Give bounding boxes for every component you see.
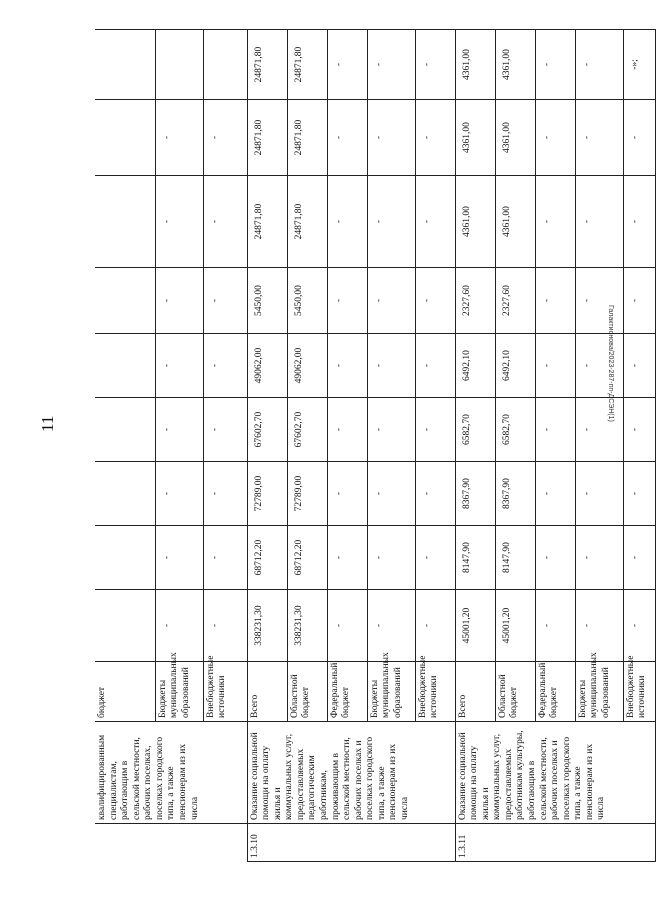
amount-cell: 24871,80 xyxy=(287,30,327,100)
amount-cell: - xyxy=(535,30,575,100)
amount-cell: 72789,00 xyxy=(287,462,327,526)
amount-cell: 6492,10 xyxy=(455,334,495,398)
amount-cell: - xyxy=(203,398,247,462)
amount-cell: 68712,20 xyxy=(287,526,327,590)
amount-cell: - xyxy=(575,176,623,268)
amount-cell: 8147,90 xyxy=(495,526,535,590)
amount-cell: - xyxy=(203,462,247,526)
amount-cell: - xyxy=(327,398,367,462)
amount-cell xyxy=(95,526,155,590)
amount-cell: 4361,00 xyxy=(495,176,535,268)
amount-cell: - xyxy=(367,590,415,662)
amount-cell: - xyxy=(623,398,655,462)
amount-cell: - xyxy=(415,268,455,334)
amount-cell: - xyxy=(575,30,623,100)
amount-cell: 2327,60 xyxy=(455,268,495,334)
amount-cell: 5450,00 xyxy=(247,268,287,334)
amount-cell: - xyxy=(535,590,575,662)
amount-cell: - xyxy=(575,590,623,662)
amount-cell: 4361,00 xyxy=(495,30,535,100)
amount-cell: - xyxy=(367,100,415,176)
amount-cell: - xyxy=(327,100,367,176)
amount-cell: - xyxy=(415,30,455,100)
amount-cell: - xyxy=(155,176,203,268)
amount-cell: 5450,00 xyxy=(287,268,327,334)
amount-cell: - xyxy=(155,398,203,462)
funding-source-cell: Бюджеты муниципальных образований xyxy=(155,662,203,722)
funding-source-cell: Всего xyxy=(247,662,287,722)
amount-cell: - xyxy=(575,334,623,398)
amount-cell: 4361,00 xyxy=(455,176,495,268)
amount-cell: 24871,80 xyxy=(247,100,287,176)
amount-cell: 24871,80 xyxy=(247,30,287,100)
amount-cell xyxy=(95,100,155,176)
measure-name-cell: Оказание социальной помощи на оплату жилья и коммунальных услуг, предоставляемых работникам культуры, работающим в сельской местности, рабочих поселках и поселках городского типа, а также пенсионерам из их числа xyxy=(455,722,655,824)
amount-cell: - xyxy=(203,268,247,334)
amount-cell: - xyxy=(623,334,655,398)
amount-cell: - xyxy=(155,100,203,176)
amount-cell: - xyxy=(155,334,203,398)
amount-cell: - xyxy=(415,100,455,176)
amount-cell xyxy=(95,176,155,268)
amount-cell: -»; xyxy=(623,30,655,100)
amount-cell xyxy=(95,462,155,526)
amount-cell: - xyxy=(367,526,415,590)
amount-cell: - xyxy=(535,268,575,334)
amount-cell: 8147,90 xyxy=(455,526,495,590)
amount-cell: 67602,70 xyxy=(287,398,327,462)
amount-cell: 8367,90 xyxy=(455,462,495,526)
amount-cell: 49062,00 xyxy=(247,334,287,398)
amount-cell: 6582,70 xyxy=(455,398,495,462)
amount-cell: - xyxy=(203,334,247,398)
funding-source-cell: Внебюджетные источники xyxy=(415,662,455,722)
funding-source-cell: Всего xyxy=(455,662,495,722)
amount-cell: 24871,80 xyxy=(247,176,287,268)
amount-cell: - xyxy=(623,100,655,176)
page-number: 11 xyxy=(38,415,57,432)
amount-cell: - xyxy=(575,100,623,176)
amount-cell xyxy=(95,398,155,462)
amount-cell: 8367,90 xyxy=(495,462,535,526)
amount-cell: - xyxy=(203,176,247,268)
amount-cell xyxy=(95,590,155,662)
measure-name-cell: Оказание социальной помощи на оплату жилья и коммунальных услуг, предоставляемых педагогическим работникам, проживающим в сельской местности, рабочих поселках и поселках городского типа, а также пенсионерам из их числа xyxy=(247,722,455,824)
table-row xyxy=(455,30,495,862)
amount-cell: 49062,00 xyxy=(287,334,327,398)
amount-cell: 67602,70 xyxy=(247,398,287,462)
row-number-cell: 1.3.10 xyxy=(247,824,455,862)
amount-cell: - xyxy=(623,176,655,268)
amount-cell: - xyxy=(535,462,575,526)
amount-cell: - xyxy=(367,462,415,526)
funding-source-cell: бюджет xyxy=(95,662,155,722)
amount-cell: 68712,20 xyxy=(247,526,287,590)
amount-cell: 2327,60 xyxy=(495,268,535,334)
funding-source-cell: Внебюджетные источники xyxy=(623,662,655,722)
amount-cell: - xyxy=(575,462,623,526)
amount-cell: - xyxy=(535,100,575,176)
amount-cell: - xyxy=(623,268,655,334)
funding-table xyxy=(95,29,656,862)
table-row xyxy=(95,30,155,862)
funding-source-cell: Федеральный бюджет xyxy=(535,662,575,722)
amount-cell: 6582,70 xyxy=(495,398,535,462)
amount-cell: - xyxy=(415,176,455,268)
amount-cell: - xyxy=(415,526,455,590)
amount-cell: - xyxy=(155,268,203,334)
funding-source-cell: Бюджеты муниципальных образований xyxy=(575,662,623,722)
amount-cell: - xyxy=(155,526,203,590)
amount-cell: - xyxy=(623,462,655,526)
document-reference: Галактионова/2023-287-пп-ДСЭН(1) xyxy=(607,305,614,422)
amount-cell: 338231,30 xyxy=(287,590,327,662)
amount-cell: 4361,00 xyxy=(455,30,495,100)
amount-cell: - xyxy=(415,398,455,462)
amount-cell: 4361,00 xyxy=(455,100,495,176)
table-row xyxy=(247,30,287,862)
amount-cell: - xyxy=(155,462,203,526)
amount-cell: - xyxy=(415,590,455,662)
amount-cell xyxy=(95,30,155,100)
amount-cell: - xyxy=(327,268,367,334)
amount-cell xyxy=(95,334,155,398)
amount-cell: - xyxy=(327,526,367,590)
amount-cell: - xyxy=(327,334,367,398)
amount-cell: 4361,00 xyxy=(495,100,535,176)
amount-cell: 45001,20 xyxy=(495,590,535,662)
amount-cell: - xyxy=(203,100,247,176)
amount-cell: - xyxy=(327,462,367,526)
funding-source-cell: Областной бюджет xyxy=(495,662,535,722)
amount-cell: - xyxy=(327,590,367,662)
amount-cell: - xyxy=(623,590,655,662)
measure-name-cell: квалифицированным специалистам, работающим в сельской местности, рабочих поселках, поселках городского типа, а также пенсионерам из их числа xyxy=(95,722,247,824)
amount-cell: 338231,30 xyxy=(247,590,287,662)
amount-cell: - xyxy=(415,462,455,526)
amount-cell: 72789,00 xyxy=(247,462,287,526)
amount-cell: - xyxy=(575,398,623,462)
amount-cell: - xyxy=(327,176,367,268)
amount-cell: - xyxy=(203,526,247,590)
amount-cell: - xyxy=(535,334,575,398)
amount-cell: - xyxy=(327,30,367,100)
amount-cell: - xyxy=(535,176,575,268)
row-number-cell: 1.3.11 xyxy=(455,824,655,862)
amount-cell: - xyxy=(415,334,455,398)
funding-source-cell: Областной бюджет xyxy=(287,662,327,722)
amount-cell: 6492,10 xyxy=(495,334,535,398)
amount-cell: 45001,20 xyxy=(455,590,495,662)
amount-cell: - xyxy=(575,526,623,590)
amount-cell: - xyxy=(367,176,415,268)
amount-cell xyxy=(203,30,247,100)
amount-cell: 24871,80 xyxy=(287,176,327,268)
amount-cell: - xyxy=(575,268,623,334)
amount-cell: - xyxy=(367,30,415,100)
funding-source-cell: Внебюджетные источники xyxy=(203,662,247,722)
amount-cell: - xyxy=(367,268,415,334)
amount-cell: - xyxy=(367,398,415,462)
amount-cell xyxy=(155,30,203,100)
amount-cell: - xyxy=(203,590,247,662)
amount-cell: - xyxy=(535,398,575,462)
funding-source-cell: Федеральный бюджет xyxy=(327,662,367,722)
amount-cell xyxy=(95,268,155,334)
amount-cell: - xyxy=(623,526,655,590)
row-number-cell xyxy=(95,824,247,862)
amount-cell: - xyxy=(535,526,575,590)
funding-source-cell: Бюджеты муниципальных образований xyxy=(367,662,415,722)
amount-cell: - xyxy=(367,334,415,398)
amount-cell: 24871,80 xyxy=(287,100,327,176)
amount-cell: - xyxy=(155,590,203,662)
